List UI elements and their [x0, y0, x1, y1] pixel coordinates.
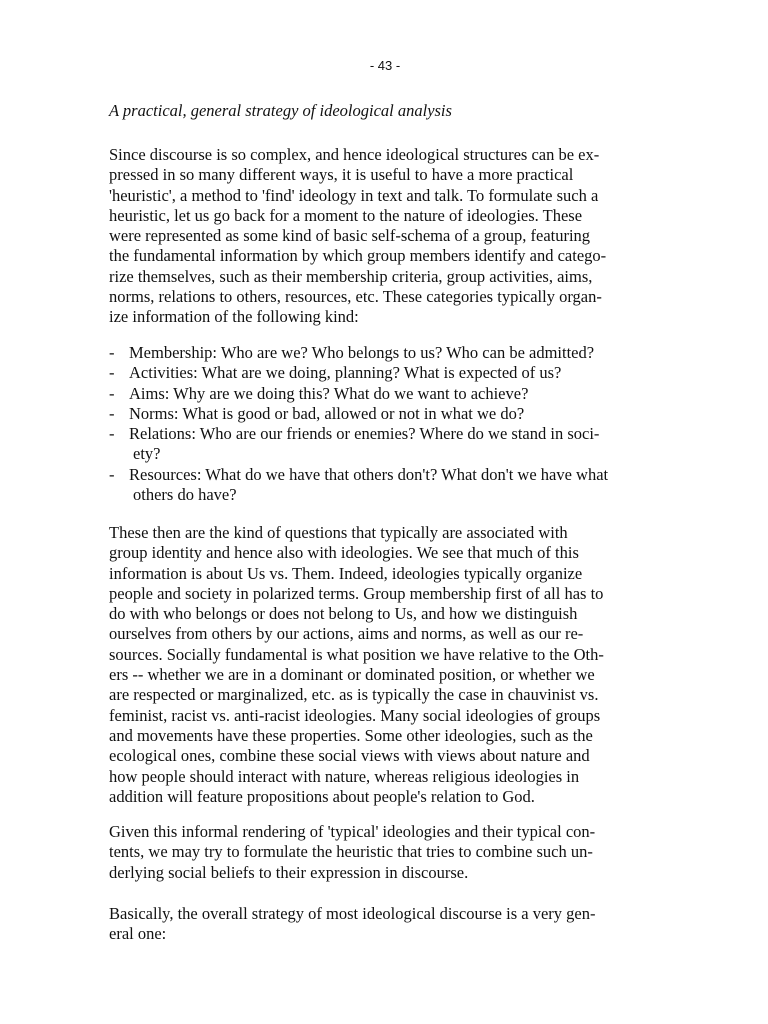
- text-line: ourselves from others by our actions, aims and norms, as well as our re-: [109, 624, 584, 644]
- text-line: people and society in polarized terms. Group membership first of all has to: [109, 583, 604, 603]
- text-line: derlying social beliefs to their expression in discourse.: [109, 862, 469, 882]
- list-item: [109, 363, 669, 383]
- text-line: how people should interact with nature, whereas religious ideologies in: [109, 766, 580, 786]
- list-dash: -: [109, 424, 115, 444]
- text-line: eral one:: [109, 924, 167, 944]
- text-line: were represented as some kind of basic self-schema of a group, featuring: [109, 226, 591, 246]
- list-item-text: Activities: What are we doing, planning? What is expected of us?: [129, 363, 562, 383]
- text-line: Since discourse is so complex, and hence ideological structures can be ex-: [109, 145, 600, 164]
- list-item-text: Norms: What is good or bad, allowed or not in what we do?: [129, 403, 525, 423]
- text-line: tents, we may try to formulate the heuristic that tries to combine such un-: [109, 842, 593, 862]
- text-line: addition will feature propositions about people's relation to God.: [109, 786, 535, 806]
- text-line: Given this informal rendering of 'typical' ideologies and their typical con-: [109, 822, 596, 841]
- list-item-text: Relations: Who are our friends or enemies? Where do we stand in soci-: [129, 424, 600, 444]
- text-line: rize themselves, such as their membership criteria, group activities, aims,: [109, 266, 593, 286]
- text-line: ize information of the following kind:: [109, 307, 359, 327]
- paragraph-4: [109, 904, 669, 945]
- list-dash: -: [109, 343, 115, 362]
- text-line: do with who belongs or does not belong to Us, and how we distinguish: [109, 604, 578, 624]
- list-item-text: others do have?: [133, 485, 237, 505]
- text-line: norms, relations to others, resources, etc. These categories typically organ-: [109, 287, 602, 307]
- text-line: 'heuristic', a method to 'find' ideology in text and talk. To formulate such a: [109, 185, 599, 205]
- text-line: ers -- whether we are in a dominant or dominated position, or whether we: [109, 665, 595, 685]
- list-dash: -: [109, 403, 115, 423]
- paragraph-2: [109, 523, 669, 807]
- list-dash: -: [109, 363, 115, 383]
- list-item-text: ety?: [133, 444, 161, 464]
- text-line: group identity and hence also with ideologies. We see that much of this: [109, 543, 579, 563]
- paragraph-3: [109, 822, 669, 883]
- text-line: pressed in so many different ways, it is useful to have a more practical: [109, 165, 574, 185]
- text-line: Basically, the overall strategy of most ideological discourse is a very gen-: [109, 904, 596, 923]
- text-line: information is about Us vs. Them. Indeed, ideologies typically organize: [109, 563, 583, 583]
- list-item: [109, 343, 669, 363]
- page-number: - 43 -: [369, 58, 401, 73]
- list-item: [109, 424, 669, 465]
- list-item: [109, 404, 669, 424]
- text-line: feminist, racist vs. anti-racist ideologies. Many social ideologies of groups: [109, 705, 601, 725]
- list-item-text: Aims: Why are we doing this? What do we want to achieve?: [129, 383, 529, 403]
- list-item-text: Resources: What do we have that others don't? What don't we have what: [129, 464, 609, 484]
- text-line: ecological ones, combine these social views with views about nature and: [109, 746, 590, 766]
- text-line: sources. Socially fundamental is what position we have relative to the Oth-: [109, 644, 604, 664]
- list-dash: -: [109, 383, 115, 403]
- list-dash: -: [109, 464, 115, 484]
- text-line: the fundamental information by which group members identify and catego-: [109, 246, 607, 266]
- paragraph-1: [109, 145, 669, 328]
- list-item: [109, 384, 669, 404]
- category-list: [109, 343, 669, 505]
- text-line: are respected or marginalized, etc. as is typically the case in chauvinist vs.: [109, 685, 599, 705]
- text-line: These then are the kind of questions that typically are associated with: [109, 523, 568, 542]
- list-item: [109, 465, 669, 506]
- section-heading: A practical, general strategy of ideological analysis: [109, 101, 452, 120]
- list-item-text: Membership: Who are we? Who belongs to us? Who can be admitted?: [129, 343, 595, 362]
- text-line: and movements have these properties. Some other ideologies, such as the: [109, 725, 593, 745]
- text-line: heuristic, let us go back for a moment to the nature of ideologies. These: [109, 205, 583, 225]
